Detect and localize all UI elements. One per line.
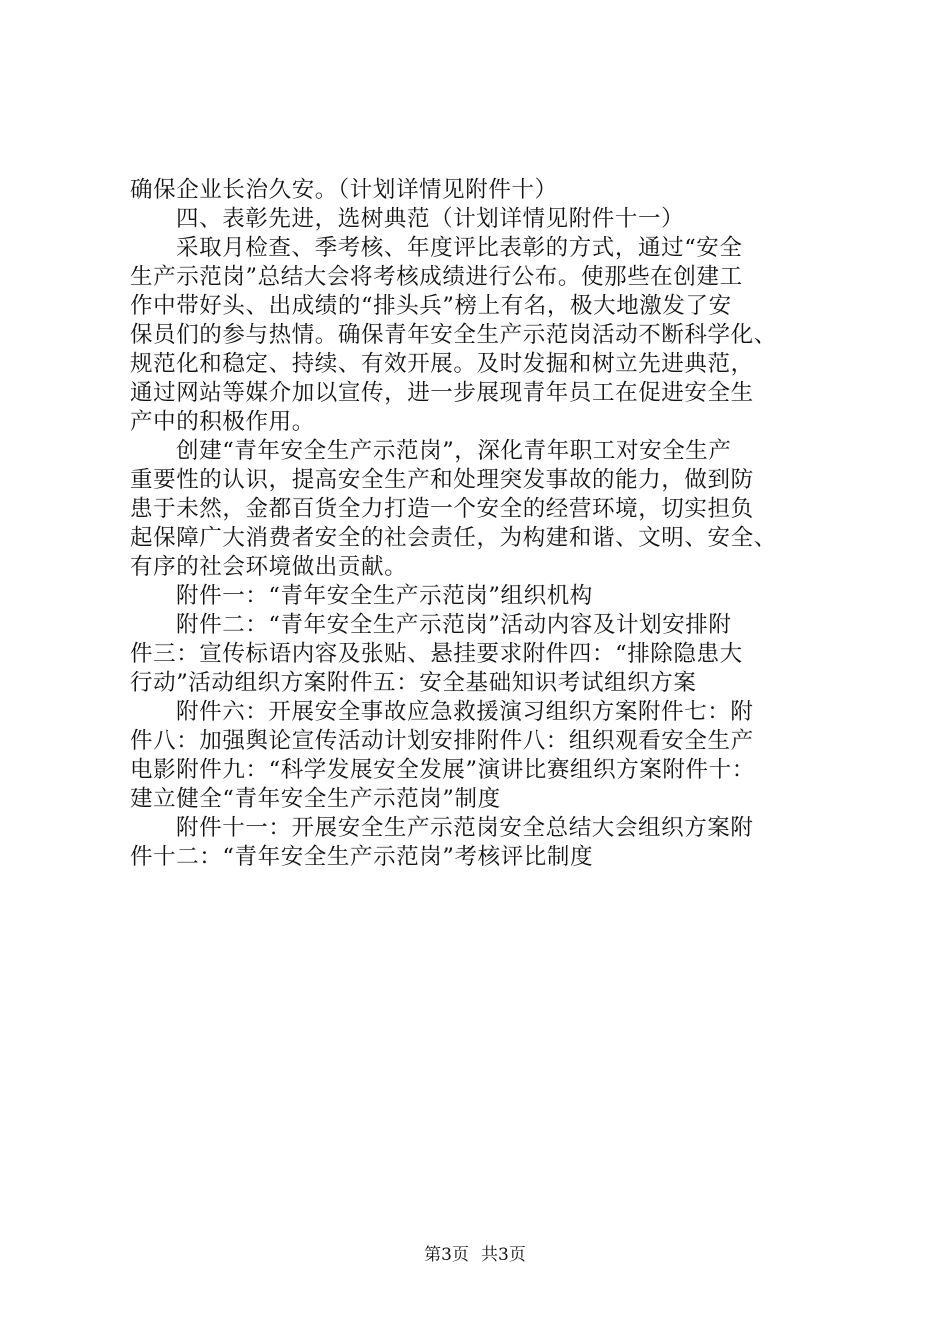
document-body [130, 176, 830, 872]
paragraph-line: 重要性的认识，提高安全生产和处理突发事故的能力，做到防 [130, 467, 754, 493]
paragraph-line: 通过网站等媒介加以宣传，进一步展现青年员工在促进安全生 [130, 380, 754, 406]
paragraph-line: 确保企业长治久安。（计划详情见附件十） [130, 177, 558, 203]
attachment-line: 建立健全“青年安全生产示范岗”制度 [130, 786, 501, 812]
attachment-line: 件三：宣传标语内容及张贴、悬挂要求附件四：“排除隐患大 [130, 641, 743, 667]
paragraph-line: 创建“青年安全生产示范岗”，深化青年职工对安全生产 [176, 438, 732, 464]
paragraph-line: 患于未然，金都百货全力打造一个安全的经营环境，切实担负 [130, 496, 754, 522]
attachment-line: 附件二：“青年安全生产示范岗”活动内容及计划安排附 [176, 612, 732, 638]
paragraph-line: 作中带好头、出成绩的“排头兵”榜上有名，极大地激发了安 [130, 293, 732, 319]
section-heading-commend: 四、表彰先进，选树典范（计划详情见附件十一） [176, 206, 685, 232]
attachment-line: 件八：加强舆论宣传活动计划安排附件八：组织观看安全生产 [130, 728, 754, 754]
attachment-line: 附件一：“青年安全生产示范岗”组织机构 [176, 583, 593, 609]
paragraph-line: 有序的社会环境做出贡献。 [130, 554, 408, 580]
attachment-line: 附件六：开展安全事故应急救援演习组织方案附件七：附 [176, 699, 754, 725]
paragraph-line: 采取月检查、季考核、年度评比表彰的方式，通过“安全 [176, 235, 743, 261]
attachment-line: 附件十一：开展安全生产示范岗安全总结大会组织方案附 [176, 815, 754, 841]
paragraph-line: 产中的积极作用。 [130, 409, 315, 435]
paragraph-line: 规范化和稳定、持续、有效开展。及时发掘和树立先进典范， [130, 351, 754, 377]
attachment-line: 件十二：“青年安全生产示范岗”考核评比制度 [130, 844, 594, 870]
page-total: 共3页 [481, 1245, 526, 1265]
paragraph-line: 生产示范岗”总结大会将考核成绩进行公布。使那些在创建工 [130, 264, 743, 290]
attachment-line: 电影附件九：“科学发展安全发展”演讲比赛组织方案附件十： [130, 757, 755, 783]
page-footer [0, 1244, 950, 1266]
attachment-line: 行动”活动组织方案附件五：安全基础知识考试组织方案 [130, 670, 697, 696]
paragraph-line: 起保障广大消费者安全的社会责任，为构建和谐、文明、安全、 [130, 525, 777, 551]
paragraph-line: 保员们的参与热情。确保青年安全生产示范岗活动不断科学化、 [130, 322, 777, 348]
page-number: 第3页 [424, 1245, 469, 1265]
